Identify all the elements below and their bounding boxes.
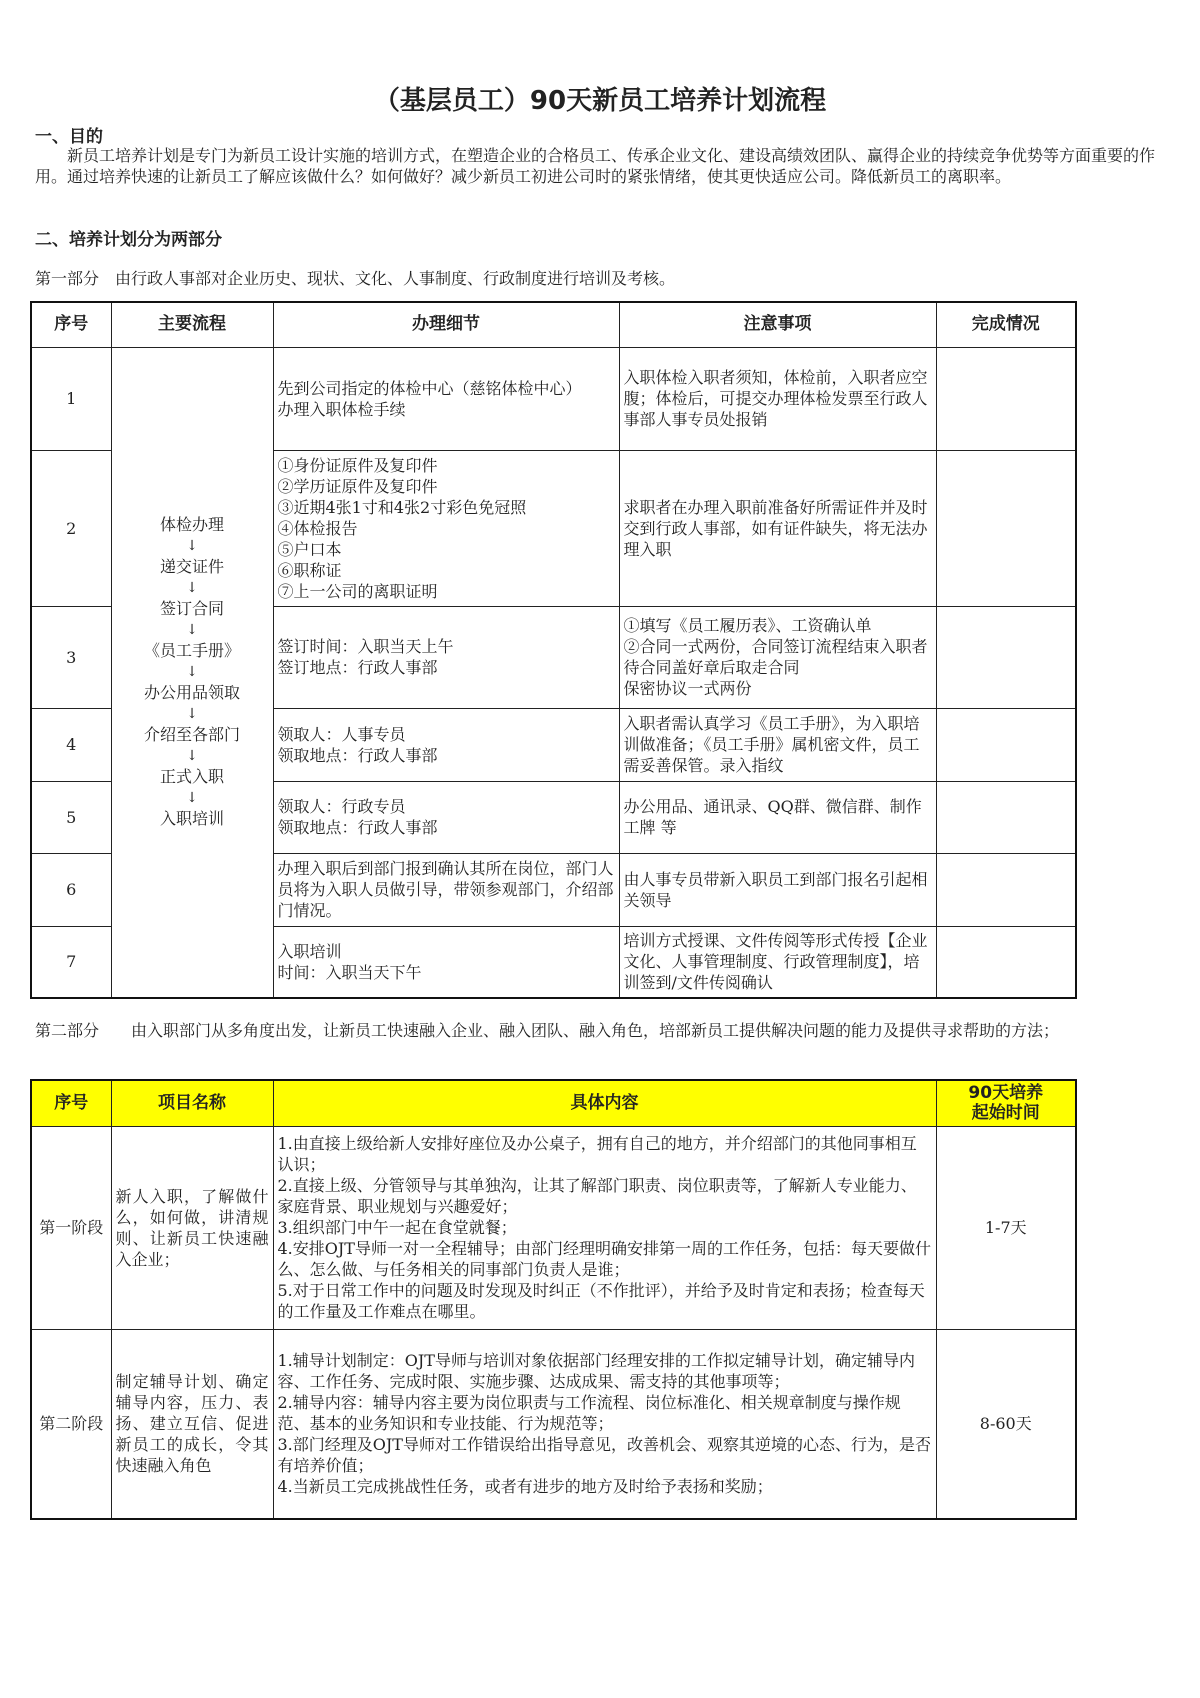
row-status [936,781,1076,853]
table-row [31,1126,1076,1329]
row-status [936,450,1076,606]
arrow-down-icon: ↓ [186,748,198,765]
main-process-flow [111,347,273,998]
arrow-down-icon: ↓ [186,706,198,723]
row-status [936,853,1076,926]
part2-intro: 第二部分 由入职部门从多角度出发，让新员工快速融入企业、融入团队、融入角色，培部新员工提供解决问题的能力及提供寻求帮助的方法； [35,1021,1060,1040]
row-no: 3 [31,606,111,708]
purpose-paragraph: 新员工培养计划是专门为新员工设计实施的培训方式，在塑造企业的合格员工、传承企业文化、建设高绩效团队、赢得企业的持续竞争优势等方面重要的作用。通过培养快速的让新员工了解应该做什么？如何做好？减少新员工初进公司时的紧张情绪，使其更快适应公司。降低新员工的离职率。 [35,146,1156,186]
section-plan-heading: 二、培养计划分为两部分 [35,230,222,250]
table-header-row [31,1080,1076,1126]
row-note: 入职者需认真学习《员工手册》，为入职培训做准备；《员工手册》属机密文件，员工需妥善保管。录入指纹 [619,708,936,781]
row-note: ①填写《员工履历表》、工资确认单 ②合同一式两份，合同签订流程结束入职者待合同盖好章后取走合同 保密协议一式两份 [619,606,936,708]
row-note: 由人事专员带新入职员工到部门报名引起相关领导 [619,853,936,926]
col-header-detail: 办理细节 [273,302,619,347]
arrow-down-icon: ↓ [186,664,198,681]
col-header-no: 序号 [31,1080,111,1126]
stage-content: 1.辅导计划制定：OJT导师与培训对象依据部门经理安排的工作拟定辅导计划，确定辅导内容、工作任务、完成时限、实施步骤、达成成果、需支持的其他事项等； 2.辅导内容：辅导内容主要为岗位职责与工作流程、岗位标准化、相关规章制度与操作规范、基本的业务知识和专业技能、行为规范等； 3.部门经理及OJT导师对工作错误给出指导意见，改善机会、观察其逆境的心态、行为，是否有培养价值； 4.当新员工完成挑战性任务，或者有进步的地方及时给予表扬和奖励； [273,1329,936,1519]
part1-table [30,301,1077,999]
row-detail: 领取人：人事专员 领取地点：行政人事部 [273,708,619,781]
page-title: （基层员工）90天新员工培养计划流程 [373,86,827,116]
col-header-note: 注意事项 [619,302,936,347]
stage-label: 第一阶段 [31,1126,111,1329]
flow-step: 《员工手册》 [143,641,240,661]
flow-step: 递交证件 [159,557,224,577]
col-header-no: 序号 [31,302,111,347]
flow-list [116,514,269,830]
row-note: 入职体检入职者须知，体检前，入职者应空腹；体检后，可提交办理体检发票至行政人事部人事专员处报销 [619,347,936,450]
row-detail: ①身份证原件及复印件 ②学历证原件及复印件 ③近期4张1寸和4张2寸彩色免冠照 ④体检报告 ⑤户口本 ⑥职称证 ⑦上一公司的离职证明 [273,450,619,606]
flow-step: 办公用品领取 [143,683,240,703]
row-no: 1 [31,347,111,450]
row-no: 6 [31,853,111,926]
row-no: 5 [31,781,111,853]
arrow-down-icon: ↓ [186,790,198,807]
arrow-down-icon: ↓ [186,580,198,597]
row-status [936,708,1076,781]
stage-content: 1.由直接上级给新人安排好座位及办公桌子，拥有自己的地方，并介绍部门的其他同事相互认识； 2.直接上级、分管领导与其单独沟，让其了解部门职责、岗位职责等，了解新人专业能力、家庭背景、职业规划与兴趣爱好； 3.组织部门中午一起在食堂就餐； 4.安排OJT导师一对一全程辅导；由部门经理明确安排第一周的工作任务，包括：每天要做什么、怎么做、与任务相关的同事部门负责人是谁； 5.对于日常工作中的问题及时发现及时纠正（不作批评），并给予及时肯定和表扬；检查每天的工作量及工作难点在哪里。 [273,1126,936,1329]
row-note: 培训方式授课、文件传阅等形式传授【企业文化、人事管理制度、行政管理制度】，培训签到/文件传阅确认 [619,926,936,998]
part1-intro: 第一部分 由行政人事部对企业历史、现状、文化、人事制度、行政制度进行培训及考核。 [35,269,676,288]
row-note: 求职者在办理入职前准备好所需证件并及时交到行政人事部，如有证件缺失，将无法办理入职 [619,450,936,606]
col-header-process: 主要流程 [111,302,273,347]
row-status [936,926,1076,998]
row-no: 7 [31,926,111,998]
table-row [31,1329,1076,1519]
row-no: 4 [31,708,111,781]
row-no: 2 [31,450,111,606]
col-header-project: 项目名称 [111,1080,273,1126]
flow-step: 体检办理 [159,515,224,535]
stage-name: 新人入职，了解做什么，如何做，讲清规则、让新员工快速融入企业； [111,1126,273,1329]
table-header-row [31,302,1076,347]
stage-name: 制定辅导计划、确定辅导内容，压力、表扬、建立互信、促进新员工的成长，令其快速融入角色 [111,1329,273,1519]
row-detail: 领取人：行政专员 领取地点：行政人事部 [273,781,619,853]
row-detail: 办理入职后到部门报到确认其所在岗位，部门人员将为入职人员做引导，带领参观部门，介绍部门情况。 [273,853,619,926]
col-header-status: 完成情况 [936,302,1076,347]
table-row [31,347,1076,450]
stage-time: 8-60天 [936,1329,1076,1519]
row-detail: 签订时间：入职当天上午 签订地点：行政人事部 [273,606,619,708]
col-header-start-time: 90天培养 起始时间 [936,1080,1076,1126]
flow-step: 正式入职 [159,767,224,787]
row-note: 办公用品、通讯录、QQ群、微信群、制作工牌 等 [619,781,936,853]
flow-step: 介绍至各部门 [143,725,240,745]
flow-step: 签订合同 [159,599,224,619]
row-status [936,606,1076,708]
row-status [936,347,1076,450]
col-header-content: 具体内容 [273,1080,936,1126]
part2-table [30,1079,1077,1520]
section-purpose-heading: 一、目的 [35,127,103,147]
stage-time: 1-7天 [936,1126,1076,1329]
stage-label: 第二阶段 [31,1329,111,1519]
arrow-down-icon: ↓ [186,622,198,639]
flow-step: 入职培训 [159,809,224,829]
arrow-down-icon: ↓ [186,538,198,555]
row-detail: 先到公司指定的体检中心（慈铭体检中心） 办理入职体检手续 [273,347,619,450]
row-detail: 入职培训 时间：入职当天下午 [273,926,619,998]
